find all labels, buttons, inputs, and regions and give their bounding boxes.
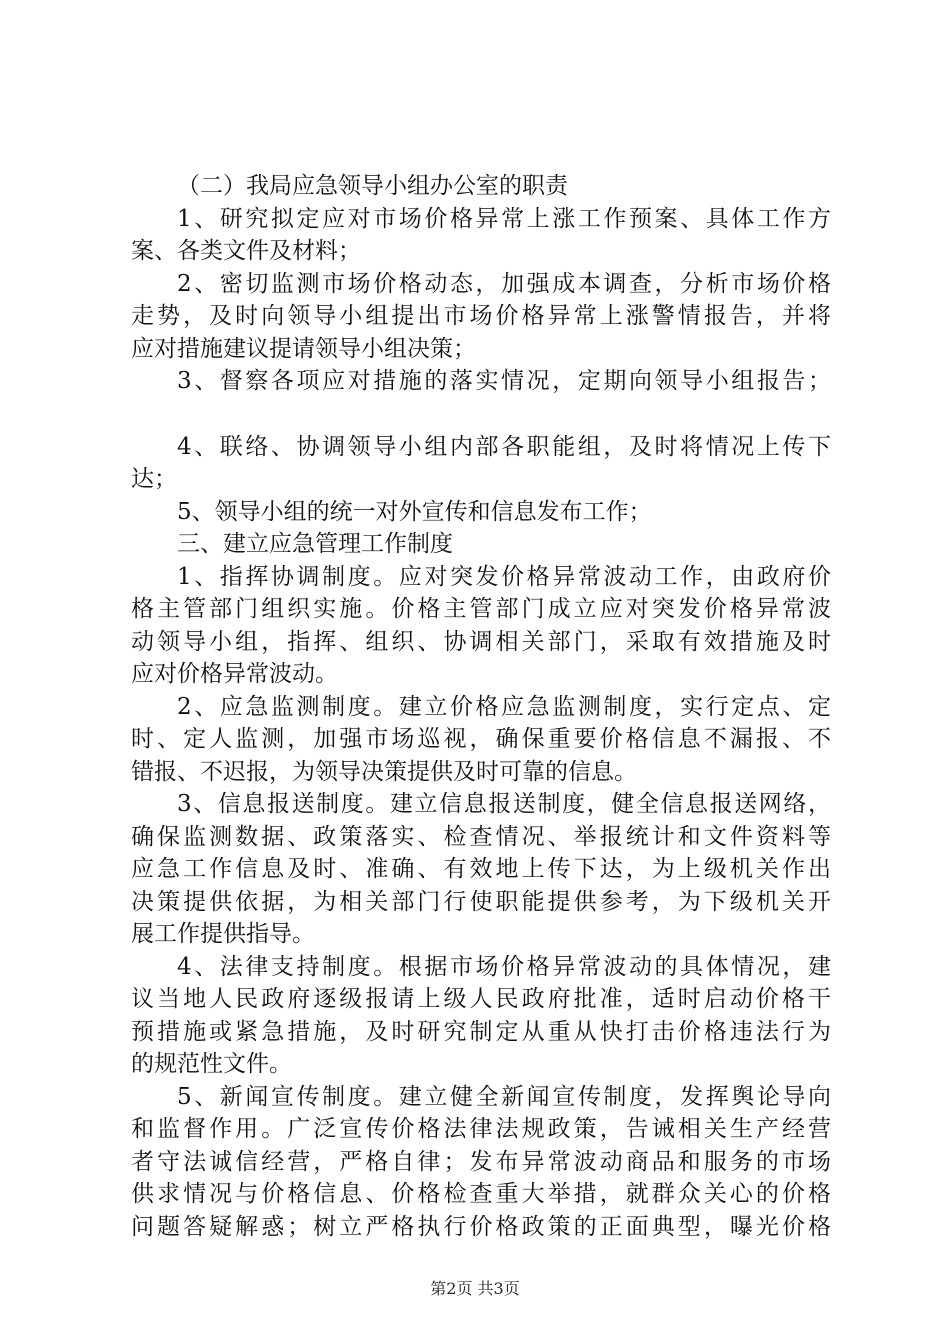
paragraph-line: 时、定人监测，加强市场巡视，确保重要价格信息不漏报、不 bbox=[131, 726, 831, 752]
paragraph-line: 决策提供依据，为相关部门行使职能提供参考，为下级机关开 bbox=[131, 888, 831, 915]
paragraph-line: 供求情况与价格信息、价格检查重大举措，就群众关心的价格 bbox=[131, 1181, 831, 1207]
paragraph-line: 错报、不迟报，为领导决策提供及时可靠的信息。 bbox=[131, 758, 637, 785]
paragraph-line: 应对措施建议提请领导小组决策； bbox=[131, 335, 476, 362]
paragraph-line: 格主管部门组织实施。价格主管部门成立应对突发价格异常波 bbox=[131, 596, 831, 622]
paragraph-line: 3、信息报送制度。建立信息报送制度，健全信息报送网络， bbox=[177, 791, 831, 817]
paragraph-line: 2、应急监测制度。建立价格应急监测制度，实行定点、定 bbox=[177, 693, 831, 720]
paragraph-line: 展工作提供指导。 bbox=[131, 921, 315, 947]
paragraph-line: 应对价格异常波动。 bbox=[131, 661, 338, 687]
paragraph-line: 问题答疑解惑；树立严格执行价格政策的正面典型，曝光价格 bbox=[131, 1213, 831, 1240]
paragraph-line: 者守法诚信经营，严格自律；发布异常波动商品和服务的市场 bbox=[131, 1148, 831, 1175]
paragraph-line: 1、研究拟定应对市场价格异常上涨工作预案、具体工作方 bbox=[177, 205, 831, 232]
paragraph-line: 动领导小组，指挥、组织、协调相关部门，采取有效措施及时 bbox=[131, 628, 831, 655]
paragraph-line: 预措施或紧急措施，及时研究制定从重从快打击价格违法行为 bbox=[131, 1018, 831, 1045]
paragraph-line: 2、密切监测市场价格动态，加强成本调查，分析市场价格 bbox=[177, 270, 831, 297]
paragraph-line: 应急工作信息及时、准确、有效地上传下达，为上级机关作出 bbox=[131, 856, 831, 882]
paragraph-line: 确保监测数据、政策落实、检查情况、举报统计和文件资料等 bbox=[131, 823, 831, 850]
paragraph-line: 案、各类文件及材料； bbox=[131, 238, 361, 264]
paragraph-line: 3、督察各项应对措施的落实情况，定期向领导小组报告； bbox=[177, 368, 831, 394]
paragraph-line: 1、指挥协调制度。应对突发价格异常波动工作，由政府价 bbox=[177, 563, 831, 590]
paragraph-line: 的规范性文件。 bbox=[131, 1051, 292, 1077]
paragraph-line: 4、联络、协调领导小组内部各职能组，及时将情况上传下 bbox=[177, 433, 831, 460]
paragraph-line: 4、法律支持制度。根据市场价格异常波动的具体情况，建 bbox=[177, 953, 831, 980]
paragraph-line: 走势，及时向领导小组提出市场价格异常上涨警情报告，并将 bbox=[131, 303, 831, 329]
paragraph-line: 达； bbox=[131, 466, 177, 492]
paragraph-line: 和监督作用。广泛宣传价格法律法规政策，告诫相关生产经营 bbox=[131, 1116, 831, 1142]
paragraph-gap bbox=[131, 398, 831, 431]
document-body bbox=[131, 170, 831, 1243]
paragraph-line: 5、新闻宣传制度。建立健全新闻宣传制度，发挥舆论导向 bbox=[177, 1083, 831, 1110]
section-heading: （二）我局应急领导小组办公室的职责 bbox=[177, 173, 568, 199]
paragraph-line: 议当地人民政府逐级报请上级人民政府批准，适时启动价格干 bbox=[131, 986, 831, 1012]
paragraph-line: 5、领导小组的统一对外宣传和信息发布工作； bbox=[177, 498, 652, 525]
section-heading: 三、建立应急管理工作制度 bbox=[177, 531, 453, 557]
page-number-footer: 第2页 共3页 bbox=[430, 1279, 520, 1298]
